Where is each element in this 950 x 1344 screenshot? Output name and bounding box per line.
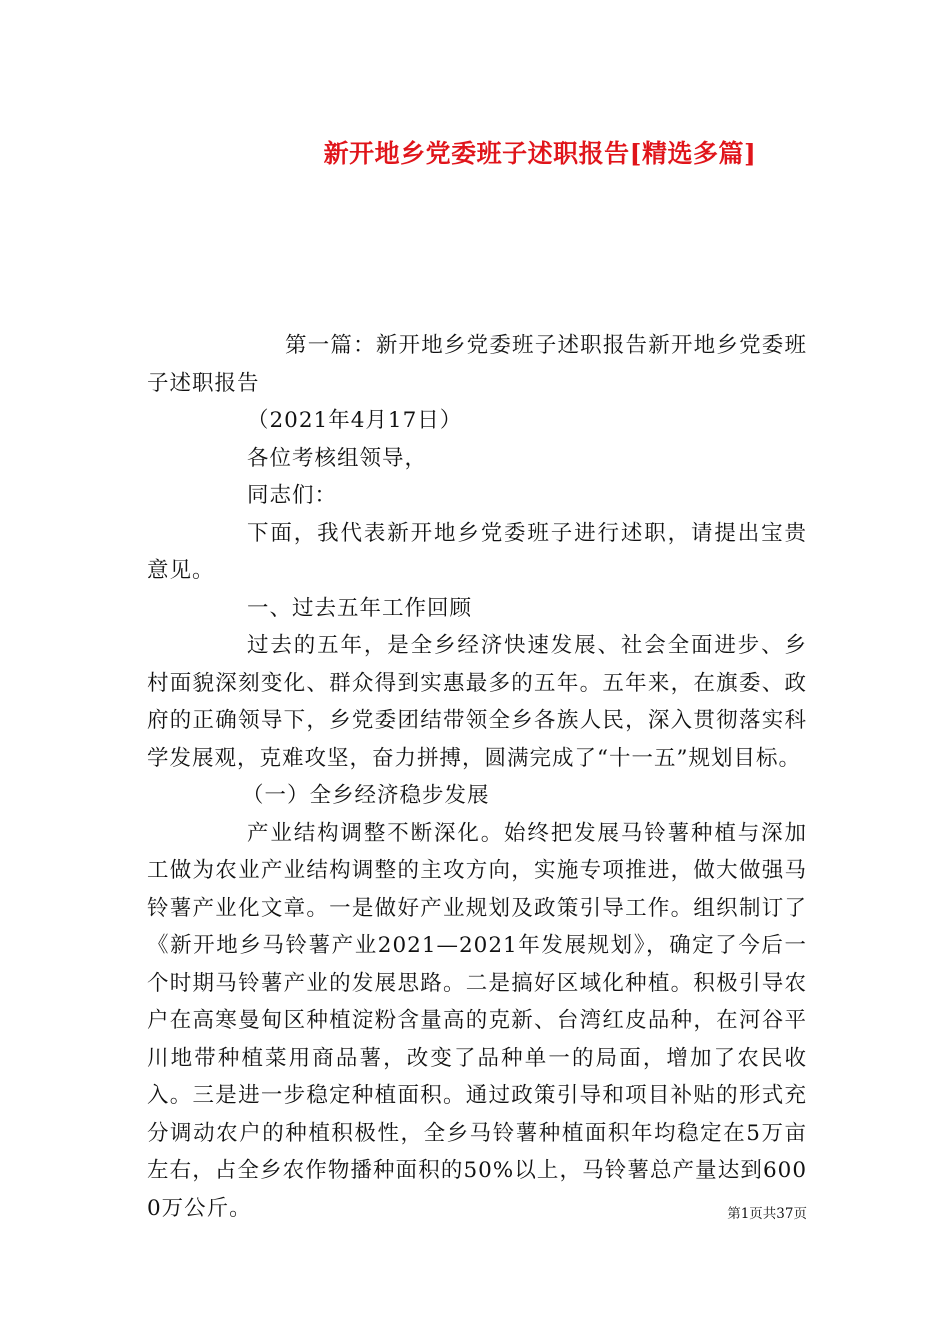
document-body	[147, 327, 807, 1227]
report-date: （2021年4月17日）	[247, 408, 463, 433]
subsection-1-paragraph: 产业结构调整不断深化。始终把发展马铃薯种植与深加工做为农业产业结构调整的主攻方向，实施专项推进，做大做强马铃薯产业化文章。一是做好产业规划及政策引导工作。组织制订了《新开地乡马铃薯产业2021—2021年发展规划》，确定了今后一个时期马铃薯产业的发展思路。二是搞好区域化种植。积极引导农户在高寒曼甸区种植淀粉含量高的克新、台湾红皮品种，在河谷平川地带种植菜用商品薯，改变了品种单一的局面，增加了农民收入。三是进一步稳定种植面积。通过政策引导和项目补贴的形式充分调动农户的种植积极性，全乡马铃薯种植面积年均稳定在5万亩左右，占全乡农作物播种面积的50%以上，马铃薯总产量达到6000万公斤。	[147, 820, 807, 1221]
section-1-title: 一、过去五年工作回顾	[247, 595, 473, 621]
section-heading: 第一篇：新开地乡党委班子述职报告新开地乡党委班子述职报告	[147, 333, 807, 396]
document-title: 新开地乡党委班子述职报告[精选多篇]	[323, 139, 757, 168]
salutation-leaders: 各位考核组领导，	[247, 445, 428, 471]
page-number-footer: 第1页共37页	[727, 1206, 807, 1222]
intro-paragraph: 下面，我代表新开地乡党委班子进行述职，请提出宝贵意见。	[147, 520, 807, 583]
salutation-comrades: 同志们：	[247, 483, 338, 508]
subsection-1-title: （一）全乡经济稳步发展	[242, 783, 490, 808]
section-1-paragraph: 过去的五年，是全乡经济快速发展、社会全面进步、乡村面貌深刻变化、群众得到实惠最多的五年。五年来，在旗委、政府的正确领导下，乡党委团结带领全乡各族人民，深入贯彻落实科学发展观，克难攻坚，奋力拼搏，圆满完成了“十一五”规划目标。	[147, 633, 807, 771]
